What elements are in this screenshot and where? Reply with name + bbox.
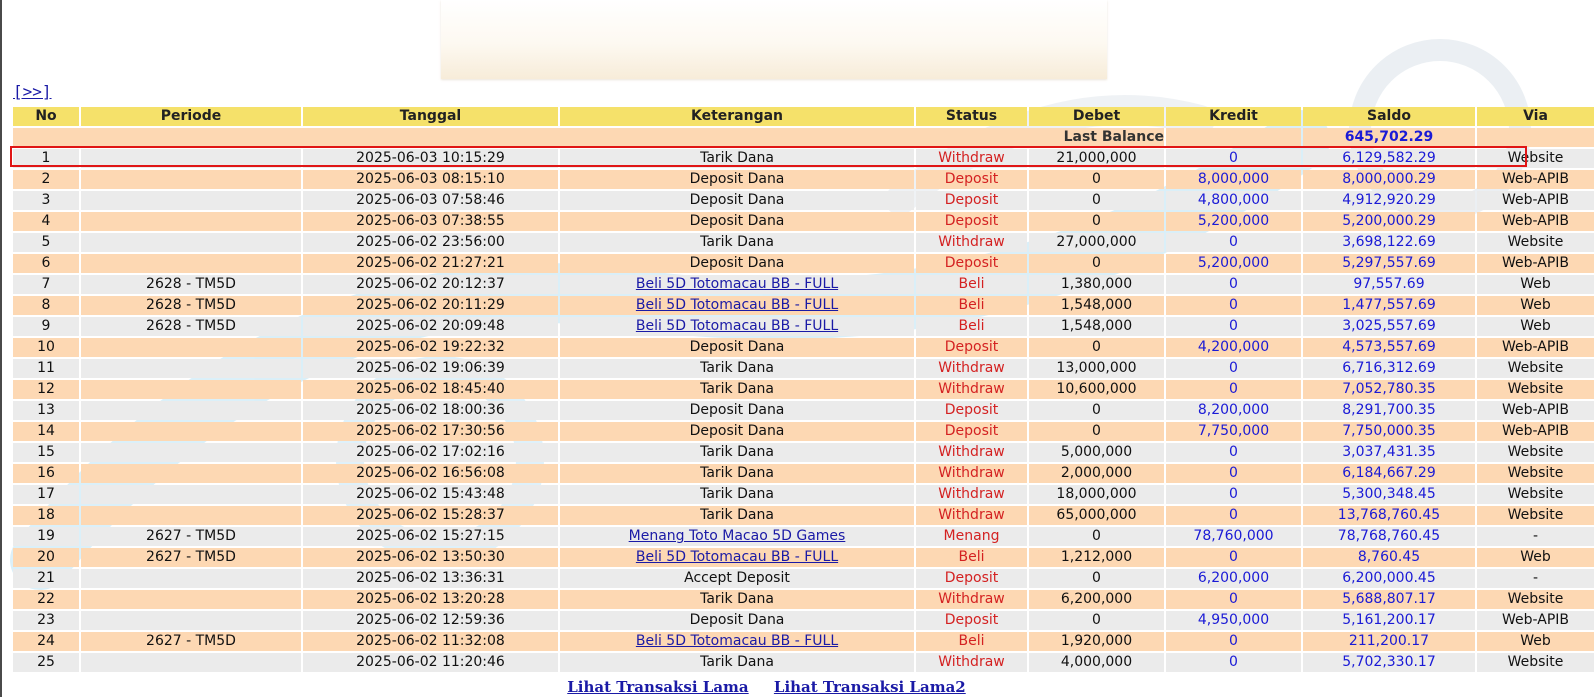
cell-no: 19 [13,527,79,546]
cell-kredit: 0 [1166,464,1301,483]
cell-no: 8 [13,296,79,315]
cell-status: Deposit [916,611,1027,630]
cell-no: 17 [13,485,79,504]
cell-periode [81,485,301,504]
cell-saldo: 5,300,348.45 [1303,485,1475,504]
cell-status: Deposit [916,569,1027,588]
cell-tanggal: 2025-06-02 13:20:28 [303,590,558,609]
cell-debet: 10,600,000 [1029,380,1164,399]
cell-no: 22 [13,590,79,609]
cell-saldo: 5,688,807.17 [1303,590,1475,609]
cell-keterangan: Tarik Dana [560,149,914,168]
cell-status: Beli [916,548,1027,567]
cell-via: - [1477,569,1594,588]
cell-debet: 1,212,000 [1029,548,1164,567]
cell-tanggal: 2025-06-02 13:50:30 [303,548,558,567]
cell-keterangan: Tarik Dana [560,506,914,525]
table-row [13,170,1594,189]
table-row [13,338,1594,357]
cell-keterangan: Tarik Dana [560,653,914,672]
cell-tanggal: 2025-06-02 20:12:37 [303,275,558,294]
header-debet: Debet [1029,107,1164,126]
cell-kredit: 5,200,000 [1166,254,1301,273]
table-row [13,464,1594,483]
cell-via: Website [1477,464,1594,483]
cell-saldo: 6,129,582.29 [1303,149,1475,168]
transaction-detail-link[interactable]: Beli 5D Totomacau BB - FULL [635,318,839,334]
cell-periode [81,464,301,483]
cell-status: Withdraw [916,590,1027,609]
cell-tanggal: 2025-06-03 07:58:46 [303,191,558,210]
header-status: Status [916,107,1027,126]
cell-periode [81,254,301,273]
cell-tanggal: 2025-06-02 19:22:32 [303,338,558,357]
cell-via: Website [1477,590,1594,609]
table-row [13,590,1594,609]
transaction-detail-link[interactable]: Beli 5D Totomacau BB - FULL [635,297,839,313]
cell-status: Deposit [916,212,1027,231]
cell-via: Website [1477,485,1594,504]
cell-no: 21 [13,569,79,588]
footer-links [0,678,1533,696]
header-kredit: Kredit [1166,107,1301,126]
cell-saldo: 13,768,760.45 [1303,506,1475,525]
cell-saldo: 5,702,330.17 [1303,653,1475,672]
cell-debet: 1,548,000 [1029,317,1164,336]
cell-periode [81,359,301,378]
cell-saldo: 8,291,700.35 [1303,401,1475,420]
cell-via: Web [1477,275,1594,294]
cell-kredit: 0 [1166,380,1301,399]
table-row [13,296,1594,315]
cell-keterangan: Deposit Dana [560,254,914,273]
cell-via: Website [1477,653,1594,672]
cell-saldo: 6,200,000.45 [1303,569,1475,588]
cell-debet: 1,548,000 [1029,296,1164,315]
cell-via: Web-APIB [1477,191,1594,210]
cell-kredit: 0 [1166,443,1301,462]
transaction-detail-link[interactable]: Beli 5D Totomacau BB - FULL [635,633,839,649]
cell-debet: 18,000,000 [1029,485,1164,504]
cell-tanggal: 2025-06-02 21:27:21 [303,254,558,273]
cell-kredit: 7,750,000 [1166,422,1301,441]
last-balance-spacer [1166,128,1301,147]
cell-saldo: 7,750,000.35 [1303,422,1475,441]
cell-status: Menang [916,527,1027,546]
cell-no: 7 [13,275,79,294]
cell-status: Withdraw [916,443,1027,462]
cell-kredit: 0 [1166,506,1301,525]
cell-via: - [1477,527,1594,546]
cell-via: Web [1477,632,1594,651]
cell-via: Website [1477,380,1594,399]
table-row [13,380,1594,399]
cell-status: Beli [916,296,1027,315]
cell-periode: 2627 - TM5D [81,527,301,546]
cell-keterangan [560,275,914,294]
cell-status: Deposit [916,191,1027,210]
table-row [13,548,1594,567]
cell-saldo: 6,716,312.69 [1303,359,1475,378]
cell-keterangan: Tarik Dana [560,443,914,462]
table-row [13,569,1594,588]
table-row [13,422,1594,441]
cell-via: Web-APIB [1477,170,1594,189]
cell-tanggal: 2025-06-02 15:28:37 [303,506,558,525]
table-row [13,527,1594,546]
cell-via: Web-APIB [1477,422,1594,441]
table-row [13,149,1594,168]
top-banner [441,0,1107,79]
cell-debet: 0 [1029,254,1164,273]
cell-kredit: 5,200,000 [1166,212,1301,231]
old-transactions-link-2[interactable]: Lihat Transaksi Lama2 [773,678,966,696]
cell-debet: 1,380,000 [1029,275,1164,294]
transaction-detail-link[interactable]: Beli 5D Totomacau BB - FULL [635,549,839,565]
cell-no: 6 [13,254,79,273]
cell-debet: 27,000,000 [1029,233,1164,252]
cell-periode: 2627 - TM5D [81,632,301,651]
cell-periode: 2628 - TM5D [81,296,301,315]
cell-via: Web [1477,296,1594,315]
cell-periode: 2627 - TM5D [81,548,301,567]
table-row [13,611,1594,630]
cell-no: 10 [13,338,79,357]
cell-kredit: 0 [1166,275,1301,294]
cell-tanggal: 2025-06-02 11:32:08 [303,632,558,651]
cell-kredit: 6,200,000 [1166,569,1301,588]
cell-no: 5 [13,233,79,252]
cell-saldo: 3,025,557.69 [1303,317,1475,336]
cell-keterangan: Tarik Dana [560,590,914,609]
cell-kredit: 4,200,000 [1166,338,1301,357]
cell-keterangan: Deposit Dana [560,611,914,630]
cell-tanggal: 2025-06-02 13:36:31 [303,569,558,588]
cell-debet: 0 [1029,170,1164,189]
cell-via: Web-APIB [1477,401,1594,420]
cell-tanggal: 2025-06-02 23:56:00 [303,233,558,252]
cell-saldo: 5,161,200.17 [1303,611,1475,630]
left-edge-bar [0,0,2,697]
cell-debet: 6,200,000 [1029,590,1164,609]
cell-periode [81,191,301,210]
cell-saldo: 78,768,760.45 [1303,527,1475,546]
cell-no: 2 [13,170,79,189]
table-row [13,212,1594,231]
cell-no: 24 [13,632,79,651]
cell-keterangan: Tarik Dana [560,233,914,252]
cell-periode [81,611,301,630]
cell-periode [81,338,301,357]
cell-keterangan [560,317,914,336]
cell-periode [81,506,301,525]
cell-via: Website [1477,149,1594,168]
cell-debet: 0 [1029,338,1164,357]
cell-keterangan [560,527,914,546]
cell-debet: 0 [1029,527,1164,546]
transaction-detail-link[interactable]: Menang Toto Macao 5D Games [628,528,846,544]
cell-periode [81,590,301,609]
cell-kredit: 4,950,000 [1166,611,1301,630]
cell-no: 20 [13,548,79,567]
cell-status: Beli [916,317,1027,336]
table-row [13,191,1594,210]
cell-periode [81,149,301,168]
cell-keterangan: Tarik Dana [560,380,914,399]
table-row [13,632,1594,651]
cell-debet: 0 [1029,191,1164,210]
cell-keterangan: Deposit Dana [560,212,914,231]
table-row [13,317,1594,336]
cell-periode [81,212,301,231]
cell-saldo: 8,000,000.29 [1303,170,1475,189]
cell-debet: 1,920,000 [1029,632,1164,651]
cell-status: Withdraw [916,380,1027,399]
cell-saldo: 4,912,920.29 [1303,191,1475,210]
cell-via: Web [1477,317,1594,336]
cell-tanggal: 2025-06-03 08:15:10 [303,170,558,189]
cell-no: 4 [13,212,79,231]
cell-kredit: 0 [1166,149,1301,168]
cell-keterangan: Accept Deposit [560,569,914,588]
cell-status: Withdraw [916,359,1027,378]
cell-status: Deposit [916,422,1027,441]
cell-no: 25 [13,653,79,672]
cell-keterangan: Tarik Dana [560,359,914,378]
cell-kredit: 8,000,000 [1166,170,1301,189]
cell-periode [81,422,301,441]
cell-keterangan [560,296,914,315]
table-row [13,275,1594,294]
last-balance-label: Last Balance [13,128,1164,147]
cell-saldo: 6,184,667.29 [1303,464,1475,483]
cell-periode [81,443,301,462]
header-no: No [13,107,79,126]
cell-saldo: 211,200.17 [1303,632,1475,651]
old-transactions-link[interactable]: Lihat Transaksi Lama [567,678,749,696]
cell-saldo: 5,200,000.29 [1303,212,1475,231]
table-row [13,401,1594,420]
cell-tanggal: 2025-06-02 11:20:46 [303,653,558,672]
cell-periode [81,569,301,588]
cell-kredit: 4,800,000 [1166,191,1301,210]
cell-keterangan: Deposit Dana [560,401,914,420]
cell-saldo: 97,557.69 [1303,275,1475,294]
cell-via: Web-APIB [1477,611,1594,630]
table-row [13,233,1594,252]
cell-status: Withdraw [916,233,1027,252]
cell-kredit: 0 [1166,317,1301,336]
cell-periode: 2628 - TM5D [81,317,301,336]
cell-status: Withdraw [916,149,1027,168]
cell-status: Withdraw [916,506,1027,525]
last-balance-via [1477,128,1594,147]
cell-keterangan: Deposit Dana [560,170,914,189]
cell-debet: 4,000,000 [1029,653,1164,672]
cell-via: Website [1477,359,1594,378]
cell-saldo: 3,037,431.35 [1303,443,1475,462]
cell-tanggal: 2025-06-02 12:59:36 [303,611,558,630]
cell-tanggal: 2025-06-02 15:43:48 [303,485,558,504]
cell-status: Withdraw [916,653,1027,672]
cell-tanggal: 2025-06-02 17:02:16 [303,443,558,462]
cell-no: 13 [13,401,79,420]
cell-kredit: 0 [1166,653,1301,672]
cell-status: Beli [916,632,1027,651]
cell-via: Website [1477,506,1594,525]
last-balance-row [13,128,1594,147]
cell-kredit: 0 [1166,548,1301,567]
cell-tanggal: 2025-06-02 16:56:08 [303,464,558,483]
cell-debet: 0 [1029,422,1164,441]
cell-kredit: 0 [1166,233,1301,252]
cell-no: 12 [13,380,79,399]
cell-tanggal: 2025-06-02 18:45:40 [303,380,558,399]
table-row [13,485,1594,504]
cell-kredit: 0 [1166,590,1301,609]
cell-tanggal: 2025-06-02 18:00:36 [303,401,558,420]
cell-periode [81,380,301,399]
cell-via: Web-APIB [1477,338,1594,357]
cell-debet: 0 [1029,611,1164,630]
cell-kredit: 0 [1166,359,1301,378]
cell-no: 1 [13,149,79,168]
table-row [13,653,1594,672]
cell-status: Withdraw [916,485,1027,504]
header-via: Via [1477,107,1594,126]
cell-debet: 0 [1029,569,1164,588]
cell-tanggal: 2025-06-02 19:06:39 [303,359,558,378]
cell-keterangan [560,632,914,651]
cell-periode [81,233,301,252]
cell-keterangan [560,548,914,567]
header-tanggal: Tanggal [303,107,558,126]
cell-status: Withdraw [916,464,1027,483]
cell-debet: 65,000,000 [1029,506,1164,525]
cell-no: 3 [13,191,79,210]
table-row [13,254,1594,273]
cell-saldo: 8,760.45 [1303,548,1475,567]
cell-kredit: 8,200,000 [1166,401,1301,420]
cell-tanggal: 2025-06-02 20:09:48 [303,317,558,336]
cell-status: Deposit [916,170,1027,189]
cell-debet: 21,000,000 [1029,149,1164,168]
cell-debet: 0 [1029,401,1164,420]
cell-tanggal: 2025-06-03 07:38:55 [303,212,558,231]
cell-keterangan: Deposit Dana [560,422,914,441]
header-saldo: Saldo [1303,107,1475,126]
cell-no: 23 [13,611,79,630]
cell-via: Website [1477,443,1594,462]
cell-keterangan: Deposit Dana [560,191,914,210]
cell-via: Website [1477,233,1594,252]
table-row [13,506,1594,525]
cell-periode [81,653,301,672]
cell-status: Deposit [916,254,1027,273]
table-row [13,443,1594,462]
cell-tanggal: 2025-06-02 15:27:15 [303,527,558,546]
header-periode: Periode [81,107,301,126]
cell-status: Deposit [916,338,1027,357]
cell-kredit: 78,760,000 [1166,527,1301,546]
cell-kredit: 0 [1166,485,1301,504]
table-row [13,359,1594,378]
cell-saldo: 4,573,557.69 [1303,338,1475,357]
cell-no: 15 [13,443,79,462]
table-header-row [13,107,1594,126]
cell-tanggal: 2025-06-03 10:15:29 [303,149,558,168]
cell-no: 9 [13,317,79,336]
cell-keterangan: Tarik Dana [560,464,914,483]
cell-via: Web-APIB [1477,254,1594,273]
cell-saldo: 3,698,122.69 [1303,233,1475,252]
cell-debet: 0 [1029,212,1164,231]
cell-via: Web [1477,548,1594,567]
cell-tanggal: 2025-06-02 20:11:29 [303,296,558,315]
cell-keterangan: Tarik Dana [560,485,914,504]
cell-saldo: 5,297,557.69 [1303,254,1475,273]
cell-saldo: 1,477,557.69 [1303,296,1475,315]
cell-debet: 2,000,000 [1029,464,1164,483]
cell-no: 11 [13,359,79,378]
cell-no: 16 [13,464,79,483]
cell-debet: 5,000,000 [1029,443,1164,462]
cell-periode: 2628 - TM5D [81,275,301,294]
cell-kredit: 0 [1166,296,1301,315]
header-keterangan: Keterangan [560,107,914,126]
cell-status: Beli [916,275,1027,294]
cell-via: Web-APIB [1477,212,1594,231]
transaction-table [11,105,1596,674]
cell-periode [81,170,301,189]
cell-debet: 13,000,000 [1029,359,1164,378]
cell-no: 18 [13,506,79,525]
next-page-link[interactable]: [>>] [13,82,52,101]
cell-periode [81,401,301,420]
cell-status: Deposit [916,401,1027,420]
cell-keterangan: Deposit Dana [560,338,914,357]
cell-no: 14 [13,422,79,441]
cell-kredit: 0 [1166,632,1301,651]
last-balance-value: 645,702.29 [1303,128,1475,147]
transaction-detail-link[interactable]: Beli 5D Totomacau BB - FULL [635,276,839,292]
cell-saldo: 7,052,780.35 [1303,380,1475,399]
cell-tanggal: 2025-06-02 17:30:56 [303,422,558,441]
